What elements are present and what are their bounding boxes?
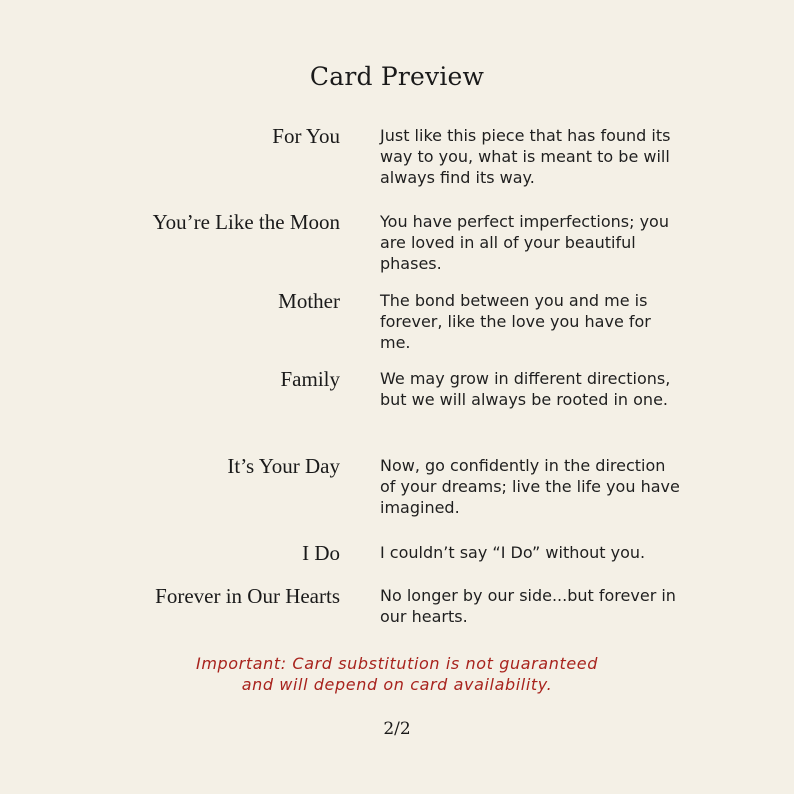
card-name: It’s Your Day [227,454,340,478]
page-title: Card Preview [309,62,485,91]
notice-line: Important: Card substitution is not guaranteed [196,654,598,673]
card-message: No longer by our side...but forever in our hearts. [380,586,676,626]
card-name: You’re Like the Moon [152,210,340,234]
card-message: You have perfect imperfections; you are loved in all of your beautiful phases. [380,212,669,273]
card-message: Now, go confidently in the direction of your dreams; live the life you have imagined. [380,456,680,517]
card-name: Mother [278,289,340,313]
card-name: Forever in Our Hearts [155,584,340,608]
card-message: The bond between you and me is forever, like the love you have for me. [380,291,651,352]
card-name: For You [272,124,340,148]
substitution-notice [0,653,794,695]
page-number: 2/2 [383,719,411,739]
card-message: I couldn’t say “I Do” without you. [380,543,646,562]
notice-line: and will depend on card availability. [241,675,553,694]
card-message: Just like this piece that has found its way to you, what is meant to be will always find its way. [380,126,671,187]
card-name: I Do [302,541,340,565]
card-message: We may grow in different directions, but we will always be rooted in one. [380,369,671,409]
card-name: Family [280,367,340,391]
